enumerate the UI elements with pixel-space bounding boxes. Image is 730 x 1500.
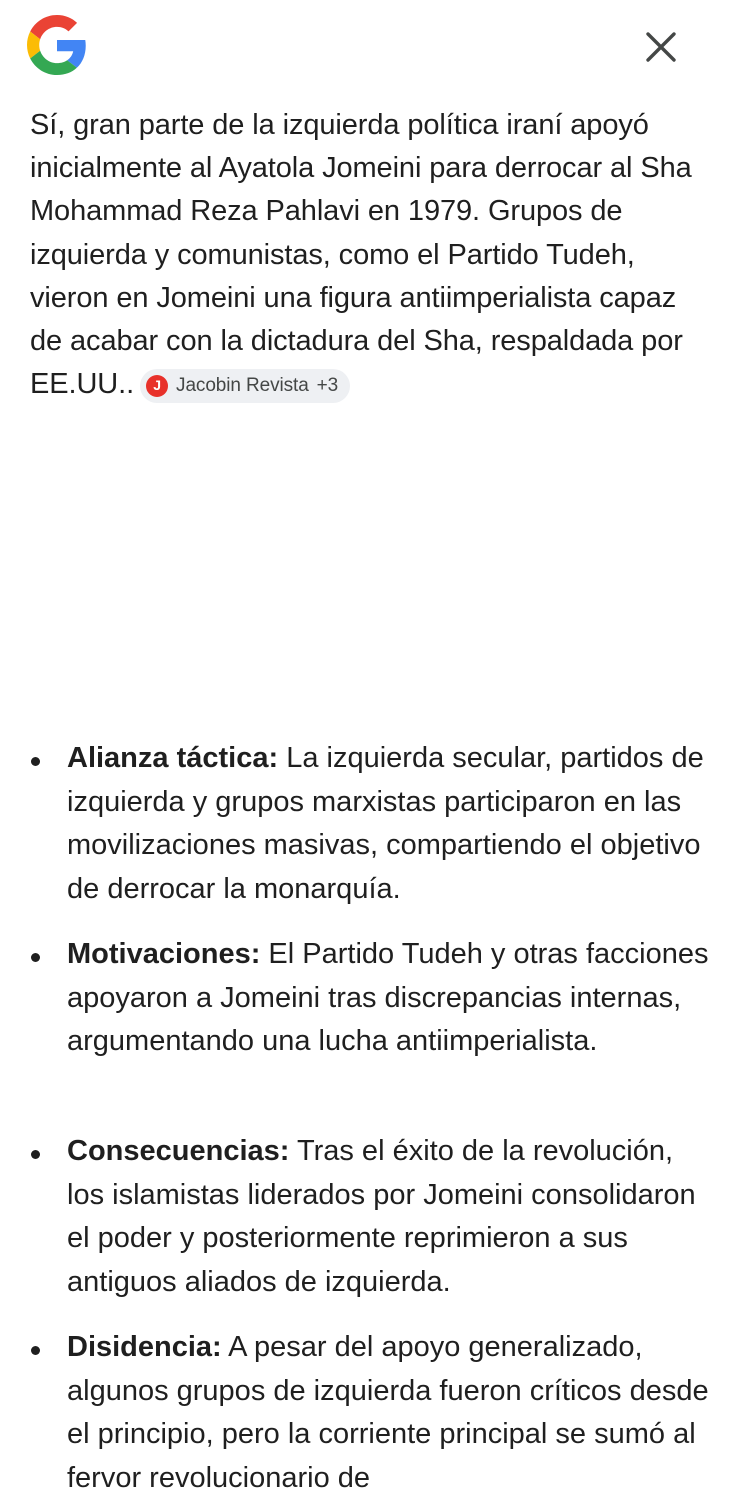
answer-intro [30, 104, 710, 406]
jacobin-source-icon: J [146, 375, 168, 397]
bullet-icon [31, 1150, 40, 1159]
bullet-title: Disidencia: [67, 1331, 222, 1364]
bullet-icon [31, 1346, 40, 1355]
source-chip[interactable] [140, 369, 350, 403]
answer-intro-text: Sí, gran parte de la izquierda política iraní apoyó inicialmente al Ayatola Jomeini para derrocar al Sha Mohammad Reza Pahlavi en 1979. Grupos de izquierda y comunistas, como el Partido Tudeh, vieron en Jomeini una figura antiimperialista capaz de acabar con la dictadura del Sha, respaldada por EE.UU.. [30, 109, 692, 401]
bullet-icon [31, 757, 40, 766]
bullet-body: Tras el éxito de la revolución, los islamistas liderados por Jomeini consolidaron el poder y posteriormente reprimieron a sus antiguos aliados de izquierda. [67, 1135, 696, 1298]
bullet-body: La izquierda secular, partidos de izquierda y grupos marxistas participaron en las movilizaciones masivas, compartiendo el objetivo de derrocar la monarquía. [67, 742, 704, 905]
source-chip-more: +3 [316, 375, 339, 397]
bullet-title: Alianza táctica: [67, 742, 279, 775]
bullet-icon [31, 953, 40, 962]
source-chip-label: Jacobin Revista [176, 375, 309, 397]
list-item [30, 737, 710, 911]
bullet-body: El Partido Tudeh y otras facciones apoyaron a Jomeini tras discrepancias internas, argumentando una lucha antiimperialista. [67, 938, 709, 1058]
list-item [30, 933, 710, 1064]
close-button[interactable] [638, 24, 684, 70]
bullet-title: Motivaciones: [67, 938, 261, 971]
top-bar [0, 0, 730, 100]
ai-answer [30, 104, 710, 1494]
bullet-body: A pesar del apoyo generalizado, algunos grupos de izquierda fueron críticos desde el principio, pero la corriente principal se sumó al fervor revolucionario de [67, 1331, 709, 1494]
close-icon [646, 32, 676, 62]
google-g-icon[interactable] [27, 15, 87, 75]
list-item [30, 1130, 710, 1304]
list-item [30, 1326, 710, 1500]
bullet-title: Consecuencias: [67, 1135, 290, 1168]
